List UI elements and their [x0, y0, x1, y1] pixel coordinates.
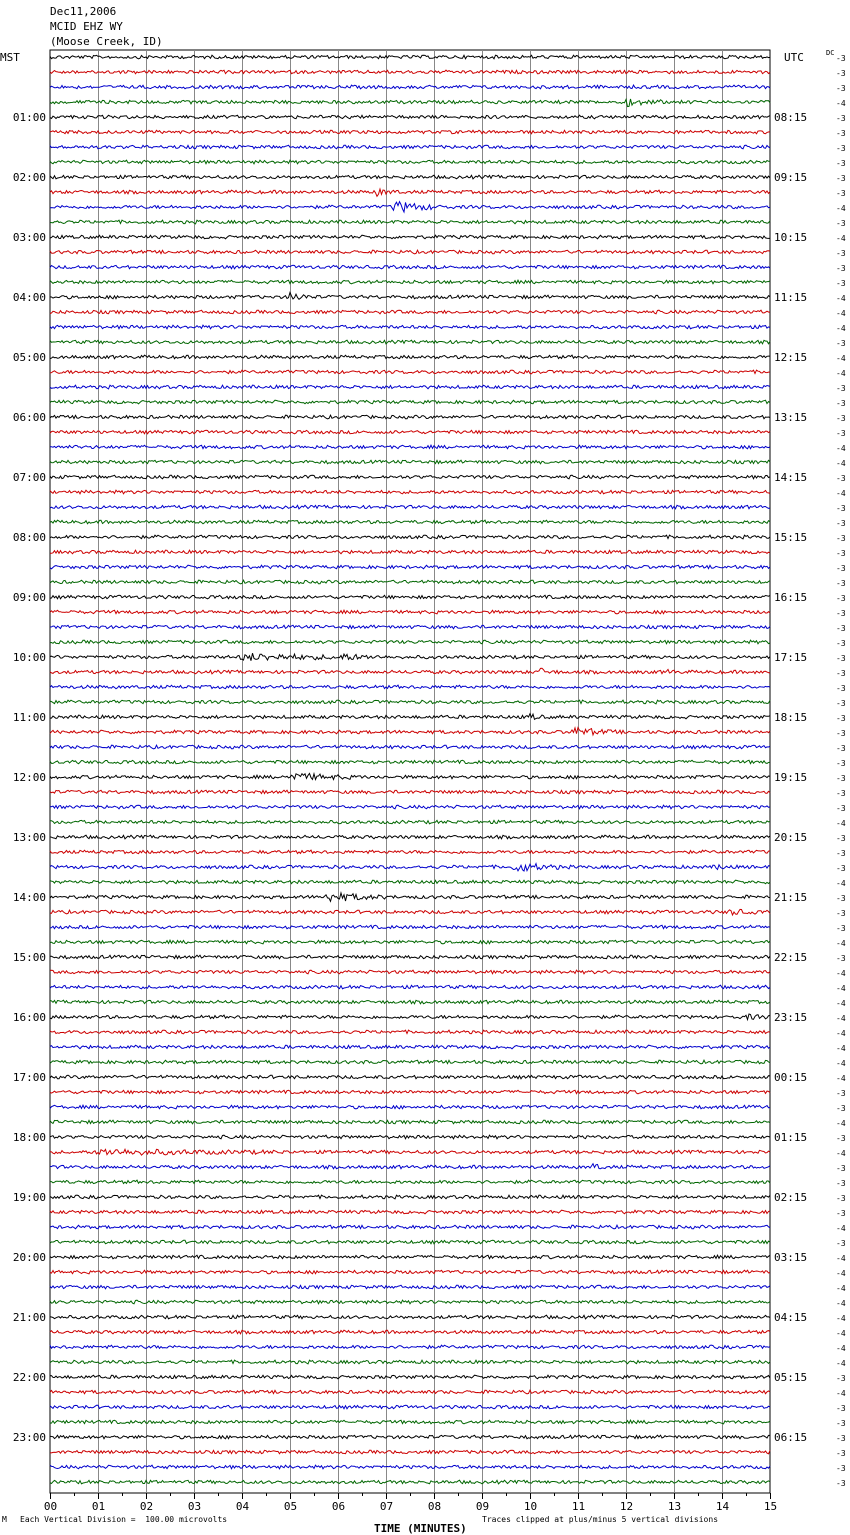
- mst-hour-label: 02:00: [12, 171, 46, 184]
- seismic-trace-line: [50, 535, 770, 539]
- dc-offset-label: -4: [836, 1329, 846, 1338]
- mst-hour-label: 11:00: [12, 711, 46, 724]
- seismic-trace-line: [50, 1390, 770, 1394]
- dc-offset-label: -3: [836, 684, 846, 693]
- seismic-trace-line: [50, 1240, 770, 1244]
- dc-offset-label: -3: [836, 1374, 846, 1383]
- seismic-trace-line: [50, 1120, 770, 1124]
- seismic-trace-line: [50, 1465, 770, 1469]
- seismic-trace-line: [50, 293, 770, 300]
- dc-offset-label: -4: [836, 1119, 846, 1128]
- dc-offset-label: -3: [836, 1449, 846, 1458]
- mst-hour-label: 01:00: [12, 111, 46, 124]
- dc-offset-label: -3: [836, 1209, 846, 1218]
- utc-hour-label: 18:15: [774, 711, 808, 724]
- plot-date: Dec11,2006: [50, 5, 117, 18]
- corner-mark: M: [2, 1515, 7, 1524]
- seismic-trace-line: [50, 970, 770, 974]
- utc-hour-label: 13:15: [774, 411, 808, 424]
- seismic-trace-line: [50, 99, 770, 107]
- seismic-trace-line: [50, 340, 770, 344]
- utc-hour-label: 01:15: [774, 1131, 808, 1144]
- utc-hour-label: 21:15: [774, 891, 808, 904]
- mst-hour-label: 04:00: [12, 291, 46, 304]
- dc-offset-label: -3: [836, 84, 846, 93]
- seismic-trace-line: [50, 202, 770, 212]
- dc-offset-label: -3: [836, 909, 846, 918]
- seismic-trace-line: [50, 1030, 770, 1034]
- mst-hour-label: 14:00: [12, 891, 46, 904]
- dc-offset-label: -4: [836, 969, 846, 978]
- dc-offset-label: -3: [836, 744, 846, 753]
- dc-offset-label: -3: [836, 669, 846, 678]
- utc-hour-label: 19:15: [774, 771, 808, 784]
- seismic-trace-line: [50, 175, 770, 179]
- dc-offset-label: -3: [836, 654, 846, 663]
- utc-hour-label: 02:15: [774, 1191, 808, 1204]
- seismic-trace-line: [50, 130, 770, 134]
- dc-offset-label: -3: [836, 729, 846, 738]
- seismic-trace-line: [50, 595, 770, 599]
- mst-hour-label: 17:00: [12, 1071, 46, 1084]
- seismic-trace-line: [50, 385, 770, 389]
- dc-offset-label: -4: [836, 444, 846, 453]
- mst-hour-label: 12:00: [12, 771, 46, 784]
- seismic-trace-line: [50, 460, 770, 464]
- utc-hour-label: 09:15: [774, 171, 808, 184]
- dc-offset-label: -3: [836, 954, 846, 963]
- dc-offset-label: -4: [836, 1254, 846, 1263]
- dc-offset-label: -3: [836, 384, 846, 393]
- dc-offset-label: -3: [836, 219, 846, 228]
- seismic-trace-line: [50, 400, 770, 404]
- utc-hour-label: 11:15: [774, 291, 808, 304]
- dc-offset-label: -3: [836, 609, 846, 618]
- dc-offset-label: -4: [836, 354, 846, 363]
- dc-offset-label: -4: [836, 99, 846, 108]
- dc-offset-label: -3: [836, 1134, 846, 1143]
- seismic-trace-line: [50, 940, 770, 944]
- seismic-trace-line: [50, 490, 770, 494]
- dc-offset-label: -4: [836, 459, 846, 468]
- dc-offset-label: -3: [836, 1194, 846, 1203]
- mst-hour-label: 10:00: [12, 651, 46, 664]
- dc-offset-label: -3: [836, 399, 846, 408]
- x-tick-label: 07: [379, 1500, 394, 1513]
- seismic-trace-line: [50, 668, 770, 674]
- dc-offset-label: -3: [836, 1464, 846, 1473]
- dc-offset-label: -3: [836, 849, 846, 858]
- utc-hour-label: 14:15: [774, 471, 808, 484]
- seismic-trace-line: [50, 280, 770, 284]
- dc-offset-label: -3: [836, 624, 846, 633]
- utc-hour-label: 16:15: [774, 591, 808, 604]
- dc-offset-label: -3: [836, 804, 846, 813]
- seismic-trace-line: [50, 909, 770, 915]
- dc-offset-label: -4: [836, 1044, 846, 1053]
- seismic-trace-line: [50, 1270, 770, 1274]
- dc-offset-label: -3: [836, 1089, 846, 1098]
- dc-offset-label: -4: [836, 1074, 846, 1083]
- utc-hour-label: 15:15: [774, 531, 808, 544]
- utc-hour-label: 08:15: [774, 111, 808, 124]
- mst-hour-label: 16:00: [12, 1011, 46, 1024]
- utc-hour-label: 05:15: [774, 1371, 808, 1384]
- mst-hour-label: 05:00: [12, 351, 46, 364]
- seismic-trace-line: [50, 1014, 770, 1020]
- dc-offset-label: -4: [836, 1059, 846, 1068]
- seismic-trace-line: [50, 864, 770, 871]
- seismic-trace-line: [50, 1330, 770, 1334]
- mst-hour-label: 18:00: [12, 1131, 46, 1144]
- seismic-trace-line: [50, 520, 770, 524]
- dc-offset-label: -3: [836, 54, 846, 63]
- utc-hour-label: 04:15: [774, 1311, 808, 1324]
- x-tick-label: 09: [475, 1500, 490, 1513]
- seismic-trace-line: [50, 1285, 770, 1289]
- seismic-trace-line: [50, 505, 770, 509]
- clip-note: Traces clipped at plus/minus 5 vertical divisions: [482, 1515, 719, 1524]
- dc-offset-label: -3: [836, 504, 846, 513]
- dc-offset-label: -4: [836, 1284, 846, 1293]
- dc-offset-label: -3: [836, 1104, 846, 1113]
- seismic-trace-line: [50, 475, 770, 479]
- seismic-trace-line: [50, 714, 770, 720]
- seismic-trace-line: [50, 1105, 770, 1109]
- dc-offset-label: -4: [836, 234, 846, 243]
- dc-offset-label: -3: [836, 579, 846, 588]
- dc-offset-label: -4: [836, 204, 846, 213]
- seismic-trace-line: [50, 220, 770, 224]
- dc-offset-label: -3: [836, 249, 846, 258]
- dc-offset-label: -4: [836, 879, 846, 888]
- dc-offset-label: -3: [836, 714, 846, 723]
- dc-offset-label: -3: [836, 1479, 846, 1488]
- seismic-trace-line: [50, 325, 770, 329]
- left-timezone: MST: [0, 51, 20, 64]
- seismic-trace-line: [50, 805, 770, 809]
- seismic-trace-line: [50, 115, 770, 119]
- right-timezone: UTC: [784, 51, 804, 64]
- seismic-trace-line: [50, 1300, 770, 1304]
- seismic-trace-line: [50, 880, 770, 884]
- dc-offset-label: -4: [836, 294, 846, 303]
- dc-offset-label: -4: [836, 1224, 846, 1233]
- mst-hour-label: 09:00: [12, 591, 46, 604]
- x-tick-label: 11: [571, 1500, 586, 1513]
- dc-offset-label: -3: [836, 789, 846, 798]
- dc-offset-label: -3: [836, 69, 846, 78]
- seismic-trace-line: [50, 1360, 770, 1364]
- seismic-trace-line: [50, 370, 770, 374]
- dc-offset-label: -3: [836, 894, 846, 903]
- seismic-trace-line: [50, 250, 770, 254]
- utc-hour-label: 17:15: [774, 651, 808, 664]
- dc-offset-label: -4: [836, 369, 846, 378]
- dc-offset-label: -3: [836, 774, 846, 783]
- dc-offset-label: -3: [836, 564, 846, 573]
- seismic-trace-line: [50, 145, 770, 149]
- seismic-trace-line: [50, 1405, 770, 1409]
- dc-offset-label: -3: [836, 924, 846, 933]
- x-tick-label: 05: [283, 1500, 298, 1513]
- seismic-trace-line: [50, 355, 770, 359]
- dc-offset-label: -4: [836, 1299, 846, 1308]
- x-tick-label: 10: [523, 1500, 538, 1513]
- seismic-trace-line: [50, 685, 770, 689]
- x-tick-label: 15: [763, 1500, 778, 1513]
- seismic-trace-line: [50, 1045, 770, 1049]
- mst-hour-label: 21:00: [12, 1311, 46, 1324]
- dc-offset-label: -4: [836, 489, 846, 498]
- seismic-trace-line: [50, 565, 770, 569]
- seismic-trace-line: [50, 653, 770, 661]
- x-tick-label: 02: [139, 1500, 154, 1513]
- dc-offset-label: -3: [836, 264, 846, 273]
- dc-offset-label: -3: [836, 114, 846, 123]
- x-tick-label: 03: [187, 1500, 202, 1513]
- dc-offset-label: -4: [836, 1314, 846, 1323]
- x-tick-label: 00: [43, 1500, 58, 1513]
- dc-offset-label: -3: [836, 1179, 846, 1188]
- seismic-trace-line: [50, 850, 770, 854]
- mst-hour-label: 03:00: [12, 231, 46, 244]
- dc-offset-label: -4: [836, 1389, 846, 1398]
- seismic-traces: [50, 55, 770, 1484]
- seismic-trace-line: [50, 1135, 770, 1139]
- seismic-trace-line: [50, 835, 770, 839]
- seismic-trace-line: [50, 955, 770, 959]
- dc-offset-label: -4: [836, 984, 846, 993]
- seismic-trace-line: [50, 1375, 770, 1379]
- dc-offset-label: -4: [836, 819, 846, 828]
- dc-offset-label: -3: [836, 414, 846, 423]
- dc-offset-label: -3: [836, 834, 846, 843]
- seismic-trace-line: [50, 1075, 770, 1079]
- seismic-trace-line: [50, 985, 770, 989]
- mst-hour-label: 19:00: [12, 1191, 46, 1204]
- dc-offset-label: -4: [836, 324, 846, 333]
- dc-offset-label: -3: [836, 519, 846, 528]
- seismic-trace-line: [50, 55, 770, 59]
- seismic-trace-line: [50, 1480, 770, 1484]
- dc-offset-label: -4: [836, 1029, 846, 1038]
- dc-offset-label: -4: [836, 1149, 846, 1158]
- seismic-trace-line: [50, 1450, 770, 1454]
- utc-hour-label: 00:15: [774, 1071, 808, 1084]
- dc-offset-label: -3: [836, 534, 846, 543]
- seismic-trace-line: [50, 430, 770, 434]
- seismic-trace-line: [50, 1345, 770, 1349]
- seismic-trace-line: [50, 1195, 770, 1199]
- dc-offset-label: -4: [836, 1269, 846, 1278]
- station-location: (Moose Creek, ID): [50, 35, 163, 48]
- utc-hour-label: 22:15: [774, 951, 808, 964]
- dc-offset-label: -3: [836, 339, 846, 348]
- seismic-trace-line: [50, 310, 770, 314]
- dc-offset-label: -3: [836, 699, 846, 708]
- dc-offset-label: -4: [836, 1359, 846, 1368]
- axis-labels: [13, 54, 846, 1513]
- seismic-trace-line: [50, 1225, 770, 1229]
- seismic-trace-line: [50, 1210, 770, 1214]
- seismic-trace-line: [50, 773, 770, 779]
- seismic-trace-line: [50, 760, 770, 764]
- seismic-trace-line: [50, 1060, 770, 1064]
- dc-offset-label: -3: [836, 189, 846, 198]
- mst-hour-label: 15:00: [12, 951, 46, 964]
- dc-offset-label: -4: [836, 309, 846, 318]
- seismic-trace-line: [50, 70, 770, 74]
- dc-offset-label: -3: [836, 594, 846, 603]
- seismic-trace-line: [50, 265, 770, 269]
- dc-offset-label: -3: [836, 639, 846, 648]
- dc-offset-label: -3: [836, 474, 846, 483]
- x-tick-label: 01: [91, 1500, 106, 1513]
- dc-offset-label: -3: [836, 159, 846, 168]
- x-tick-label: 04: [235, 1500, 250, 1513]
- dc-offset-label: -4: [836, 1014, 846, 1023]
- seismic-trace-line: [50, 85, 770, 89]
- dc-offset-label: -4: [836, 999, 846, 1008]
- dc-offset-label: -3: [836, 759, 846, 768]
- station-code: MCID EHZ WY: [50, 20, 123, 33]
- seismic-trace-line: [50, 1315, 770, 1319]
- x-axis-title: TIME (MINUTES): [374, 1522, 467, 1535]
- mst-hour-label: 07:00: [12, 471, 46, 484]
- seismic-trace-line: [50, 235, 770, 239]
- mst-hour-label: 13:00: [12, 831, 46, 844]
- seismic-trace-line: [50, 1090, 770, 1094]
- seismic-trace-line: [50, 728, 770, 735]
- utc-hour-label: 12:15: [774, 351, 808, 364]
- utc-hour-label: 03:15: [774, 1251, 808, 1264]
- dc-offset-label: -3: [836, 174, 846, 183]
- dc-label: DC: [826, 49, 835, 57]
- utc-hour-label: 23:15: [774, 1011, 808, 1024]
- scale-note: Each Vertical Division = 100.00 microvolts: [20, 1515, 228, 1524]
- seismic-trace-line: [50, 820, 770, 824]
- seismic-trace-line: [50, 1000, 770, 1004]
- mst-hour-label: 08:00: [12, 531, 46, 544]
- seismic-trace-line: [50, 625, 770, 629]
- seismic-trace-line: [50, 745, 770, 749]
- seismic-trace-line: [50, 893, 770, 901]
- seismic-trace-line: [50, 160, 770, 164]
- seismic-trace-line: [50, 1180, 770, 1184]
- seismic-trace-line: [50, 610, 770, 614]
- seismic-trace-line: [50, 640, 770, 644]
- dc-offset-label: -3: [836, 279, 846, 288]
- utc-hour-label: 06:15: [774, 1431, 808, 1444]
- seismic-trace-line: [50, 700, 770, 704]
- seismic-trace-line: [50, 790, 770, 794]
- dc-offset-label: -3: [836, 549, 846, 558]
- seismic-trace-line: [50, 415, 770, 419]
- mst-hour-label: 23:00: [12, 1431, 46, 1444]
- dc-offset-label: -3: [836, 1419, 846, 1428]
- dc-offset-label: -3: [836, 1164, 846, 1173]
- dc-offset-label: -3: [836, 864, 846, 873]
- dc-offset-label: -4: [836, 939, 846, 948]
- x-tick-label: 13: [667, 1500, 682, 1513]
- dc-offset-label: -3: [836, 1239, 846, 1248]
- dc-offset-label: -3: [836, 1434, 846, 1443]
- utc-hour-label: 20:15: [774, 831, 808, 844]
- seismic-trace-line: [50, 445, 770, 449]
- dc-offset-label: -4: [836, 1344, 846, 1353]
- seismic-trace-line: [50, 189, 770, 196]
- seismic-trace-line: [50, 1420, 770, 1424]
- seismic-trace-line: [50, 550, 770, 554]
- seismic-trace-line: [50, 925, 770, 929]
- seismic-trace-line: [50, 1164, 770, 1169]
- utc-hour-label: 10:15: [774, 231, 808, 244]
- x-tick-label: 14: [715, 1500, 730, 1513]
- dc-offset-label: -3: [836, 1404, 846, 1413]
- dc-offset-label: -3: [836, 429, 846, 438]
- x-tick-label: 06: [331, 1500, 346, 1513]
- mst-hour-label: 20:00: [12, 1251, 46, 1264]
- seismic-trace-line: [50, 580, 770, 584]
- x-tick-label: 12: [619, 1500, 634, 1513]
- seismic-trace-line: [50, 1435, 770, 1439]
- seismic-trace-line: [50, 1149, 770, 1155]
- mst-hour-label: 22:00: [12, 1371, 46, 1384]
- seismic-trace-line: [50, 1255, 770, 1259]
- dc-offset-label: -3: [836, 144, 846, 153]
- x-tick-label: 08: [427, 1500, 442, 1513]
- dc-offset-label: -3: [836, 129, 846, 138]
- mst-hour-label: 06:00: [12, 411, 46, 424]
